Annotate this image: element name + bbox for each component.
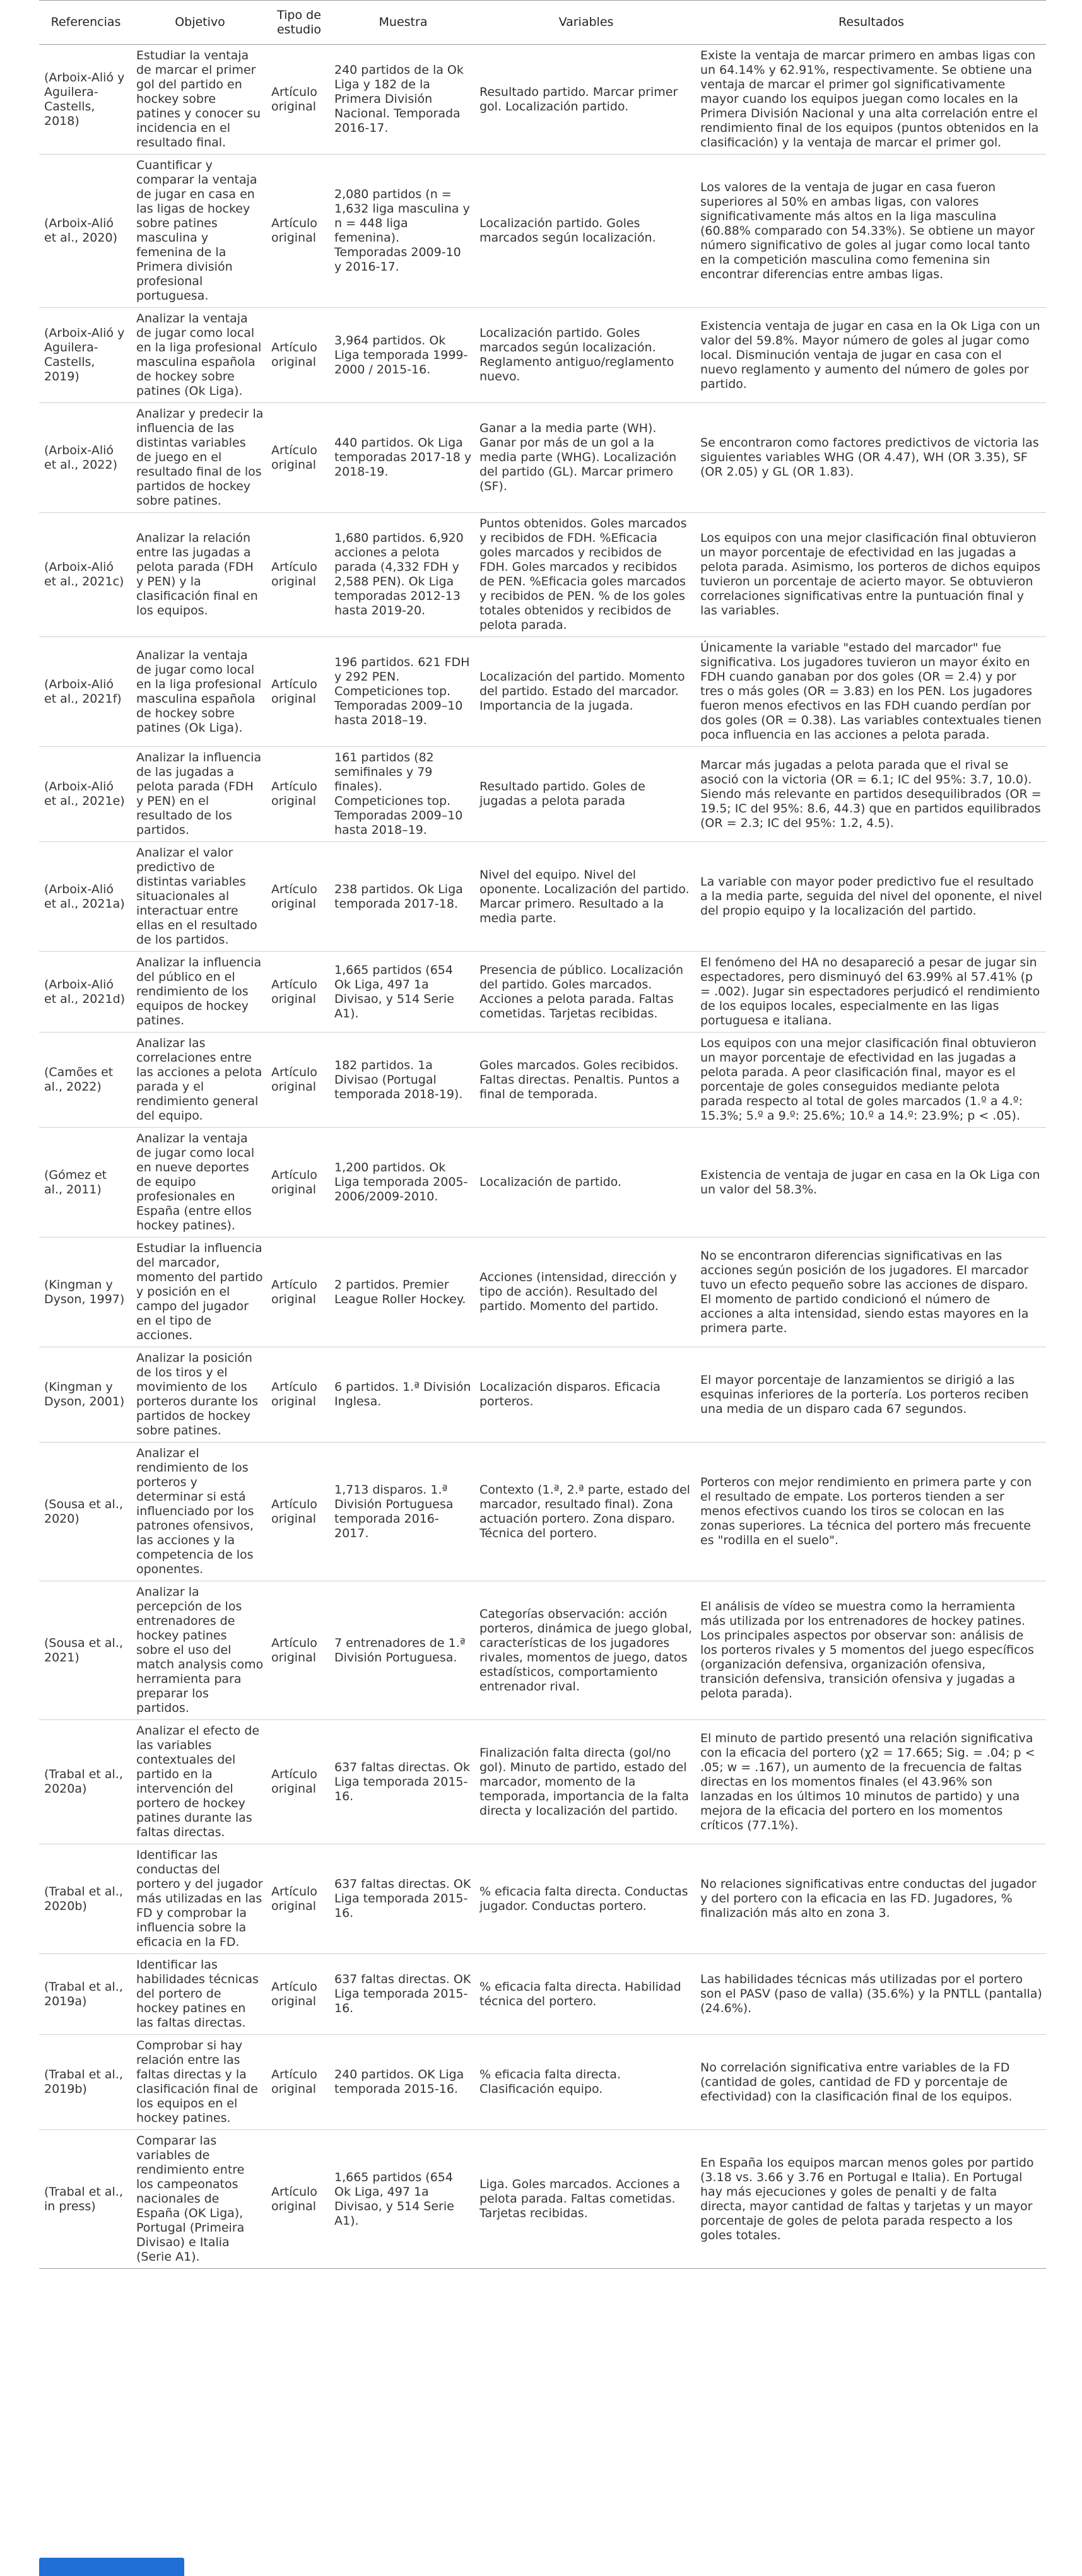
header-referencias: Referencias bbox=[39, 1, 132, 45]
cell-resultados: No se encontraron diferencias significativas en las acciones según posición de los jugadores. El marcador tuvo un efecto pequeño sobre las acciones de disparo. El momento de partido condicionó el número de acciones a alta intensidad, siendo estas mayores en la primera parte. bbox=[697, 1238, 1046, 1347]
cell-ref: (Trabal et al., 2019b) bbox=[39, 2035, 132, 2130]
table-row bbox=[39, 1238, 1046, 1347]
table-body bbox=[39, 45, 1046, 2269]
cell-ref: (Trabal et al., in press) bbox=[39, 2130, 132, 2269]
cell-tipo: Artículo original bbox=[268, 952, 331, 1033]
cell-variables: Puntos obtenidos. Goles marcados y recibidos de FDH. %Eficacia goles marcados y recibidos de FDH. Goles marcados y recibidos de PEN. %Eficacia goles marcados y recibidos de PEN. % de los goles totales obtenidos y recibidos de pelota parada. bbox=[476, 513, 697, 637]
table-row bbox=[39, 1347, 1046, 1443]
cell-ref: (Arboix-Alió et al., 2021f) bbox=[39, 637, 132, 747]
table-row bbox=[39, 45, 1046, 155]
cell-muestra: 161 partidos (82 semifinales y 79 finales). Competiciones top. Temporadas 2009–10 hasta 2018–19. bbox=[331, 747, 476, 842]
table-header bbox=[39, 1, 1046, 45]
table-row bbox=[39, 2035, 1046, 2130]
table-row bbox=[39, 1128, 1046, 1238]
studies-table bbox=[39, 0, 1046, 2269]
cell-objetivo: Identificar las conductas del portero y del jugador más utilizadas en las FD y comprobar la influencia sobre la eficacia en la FD. bbox=[132, 1844, 268, 1954]
cell-tipo: Artículo original bbox=[268, 45, 331, 155]
header-tipo-estudio: Tipo de estudio bbox=[268, 1, 331, 45]
cell-resultados: Existe la ventaja de marcar primero en ambas ligas con un 64.14% y 62.91%, respectivamente. Se obtiene una ventaja de marcar el primer gol significativamente mayor cuando los equipos juegan como locales en la Primera División Nacional y una alta correlación entre el rendimiento final de los equipos (puntos obtenidos en la clasificación) y la ventaja de marcar el primer gol. bbox=[697, 45, 1046, 155]
cell-objetivo: Comparar las variables de rendimiento entre los campeonatos nacionales de España (OK Liga), Portugal (Primeira Divisao) e Italia (Serie A1). bbox=[132, 2130, 268, 2269]
cell-ref: (Trabal et al., 2019a) bbox=[39, 1954, 132, 2035]
cell-muestra: 1,200 partidos. Ok Liga temporada 2005-2006/2009-2010. bbox=[331, 1128, 476, 1238]
table-row bbox=[39, 513, 1046, 637]
table-row bbox=[39, 747, 1046, 842]
cell-tipo: Artículo original bbox=[268, 403, 331, 513]
cell-objetivo: Estudiar la ventaja de marcar el primer gol del partido en hockey sobre patines y conocer su incidencia en el resultado final. bbox=[132, 45, 268, 155]
table-row bbox=[39, 1581, 1046, 1720]
cell-tipo: Artículo original bbox=[268, 1347, 331, 1443]
cell-objetivo: Analizar la ventaja de jugar como local en la liga profesional masculina española de hockey sobre patines (Ok Liga). bbox=[132, 308, 268, 403]
cell-muestra: 238 partidos. Ok Liga temporada 2017-18. bbox=[331, 842, 476, 952]
cell-resultados: Los valores de la ventaja de jugar en casa fueron superiores al 50% en ambas ligas, con valores significativamente más altos en la liga masculina (60.88% comparado con 54.33%). Se obtiene un mayor número significativo de goles al jugar como local tanto en la competición masculina como femenina sin encontrar diferencias entre ambas ligas. bbox=[697, 155, 1046, 308]
cell-ref: (Sousa et al., 2021) bbox=[39, 1581, 132, 1720]
cell-variables: Localización del partido. Momento del partido. Estado del marcador. Importancia de la jugada. bbox=[476, 637, 697, 747]
cell-tipo: Artículo original bbox=[268, 1238, 331, 1347]
cell-objetivo: Analizar la ventaja de jugar como local en nueve deportes de equipo profesionales en España (entre ellos hockey patines). bbox=[132, 1128, 268, 1238]
cell-tipo: Artículo original bbox=[268, 2130, 331, 2269]
cell-ref: (Kingman y Dyson, 1997) bbox=[39, 1238, 132, 1347]
cell-variables: % eficacia falta directa. Clasificación equipo. bbox=[476, 2035, 697, 2130]
cell-resultados: Existencia de ventaja de jugar en casa en la Ok Liga con un valor del 58.3%. bbox=[697, 1128, 1046, 1238]
cell-variables: Localización disparos. Eficacia porteros. bbox=[476, 1347, 697, 1443]
review-table-container bbox=[39, 0, 1046, 2269]
cell-variables: Localización partido. Goles marcados según localización. Reglamento antiguo/reglamento nuevo. bbox=[476, 308, 697, 403]
header-variables: Variables bbox=[476, 1, 697, 45]
cell-muestra: 2,080 partidos (n = 1,632 liga masculina y n = 448 liga femenina). Temporadas 2009-10 y 2016-17. bbox=[331, 155, 476, 308]
cell-muestra: 7 entrenadores de 1.ª División Portuguesa. bbox=[331, 1581, 476, 1720]
cell-objetivo: Analizar la posición de los tiros y el movimiento de los porteros durante los partidos de hockey sobre patines. bbox=[132, 1347, 268, 1443]
cell-tipo: Artículo original bbox=[268, 155, 331, 308]
cell-muestra: 196 partidos. 621 FDH y 292 PEN. Competiciones top. Temporadas 2009–10 hasta 2018–19. bbox=[331, 637, 476, 747]
cell-variables: Localización partido. Goles marcados según localización. bbox=[476, 155, 697, 308]
cell-variables: Goles marcados. Goles recibidos. Faltas directas. Penaltis. Puntos a final de temporada. bbox=[476, 1033, 697, 1128]
table-row bbox=[39, 952, 1046, 1033]
bottom-action-button[interactable] bbox=[39, 2558, 184, 2576]
cell-variables: Finalización falta directa (gol/no gol). Minuto de partido, estado del marcador, momento de la temporada, importancia de la falta directa y localización del partido. bbox=[476, 1720, 697, 1844]
table-row bbox=[39, 1954, 1046, 2035]
cell-resultados: La variable con mayor poder predictivo fue el resultado a la media parte, seguida del nivel del oponente, el nivel del propio equipo y la localización del partido. bbox=[697, 842, 1046, 952]
cell-resultados: Existencia ventaja de jugar en casa en la Ok Liga con un valor del 59.8%. Mayor número de goles al jugar como local. Disminución ventaja de jugar en casa con el nuevo reglamento y aumento del número de goles por partido. bbox=[697, 308, 1046, 403]
cell-ref: (Gómez et al., 2011) bbox=[39, 1128, 132, 1238]
cell-ref: (Arboix-Alió y Aguilera-Castells, 2018) bbox=[39, 45, 132, 155]
cell-muestra: 637 faltas directas. OK Liga temporada 2015-16. bbox=[331, 1844, 476, 1954]
cell-muestra: 1,713 disparos. 1.ª División Portuguesa temporada 2016-2017. bbox=[331, 1443, 476, 1581]
table-row bbox=[39, 842, 1046, 952]
cell-objetivo: Analizar la influencia del público en el rendimiento de los equipos de hockey patines. bbox=[132, 952, 268, 1033]
cell-muestra: 1,665 partidos (654 Ok Liga, 497 1a Divisao, y 514 Serie A1). bbox=[331, 952, 476, 1033]
cell-objetivo: Analizar las correlaciones entre las acciones a pelota parada y el rendimiento general del equipo. bbox=[132, 1033, 268, 1128]
cell-tipo: Artículo original bbox=[268, 1581, 331, 1720]
cell-tipo: Artículo original bbox=[268, 842, 331, 952]
cell-ref: (Arboix-Alió et al., 2021a) bbox=[39, 842, 132, 952]
cell-resultados: Las habilidades técnicas más utilizadas por el portero son el PASV (paso de valla) (35.6%) y la PNTLL (pantalla) (24.6%). bbox=[697, 1954, 1046, 2035]
cell-objetivo: Analizar y predecir la influencia de las distintas variables de juego en el resultado final de los partidos de hockey sobre patines. bbox=[132, 403, 268, 513]
cell-objetivo: Analizar la relación entre las jugadas a pelota parada (FDH y PEN) y la clasificación final en los equipos. bbox=[132, 513, 268, 637]
cell-objetivo: Analizar el rendimiento de los porteros y determinar si está influenciado por los patrones ofensivos, las acciones y la competencia de los oponentes. bbox=[132, 1443, 268, 1581]
cell-resultados: Marcar más jugadas a pelota parada que el rival se asoció con la victoria (OR = 6.1; IC del 95%: 3.7, 10.0). Siendo más relevante en partidos desequilibrados (OR = 19.5; IC del 95%: 8.6, 44.3) que en partidos equilibrados (OR = 2.3; IC del 95%: 1.2, 4.5). bbox=[697, 747, 1046, 842]
cell-ref: (Arboix-Alió et al., 2021d) bbox=[39, 952, 132, 1033]
cell-objetivo: Cuantificar y comparar la ventaja de jugar en casa en las ligas de hockey sobre patines masculina y femenina de la Primera división profesional portuguesa. bbox=[132, 155, 268, 308]
cell-resultados: El mayor porcentaje de lanzamientos se dirigió a las esquinas inferiores de la portería. Los porteros reciben una media de un disparo cada 67 segundos. bbox=[697, 1347, 1046, 1443]
cell-muestra: 1,680 partidos. 6,920 acciones a pelota parada (4,332 FDH y 2,588 PEN). Ok Liga temporadas 2012-13 hasta 2019-20. bbox=[331, 513, 476, 637]
cell-tipo: Artículo original bbox=[268, 747, 331, 842]
cell-resultados: El minuto de partido presentó una relación significativa con la eficacia del portero (χ2 = 17.665; Sig. = .04; p < .05; w = .167), un aumento de la frecuencia de faltas directas en los momentos finales (el 43.96% son lanzadas en los últimos 10 minutos de partido) y una mejora de la eficacia del portero en los momentos críticos (77.1%). bbox=[697, 1720, 1046, 1844]
table-row bbox=[39, 308, 1046, 403]
cell-resultados: Porteros con mejor rendimiento en primera parte y con el resultado de empate. Los porteros tienden a ser menos efectivos cuando los tiros se colocan en las zonas superiores. La técnica del portero más frecuente es "rodilla en el suelo". bbox=[697, 1443, 1046, 1581]
cell-objetivo: Estudiar la influencia del marcador, momento del partido y posición en el campo del jugador en el tipo de acciones. bbox=[132, 1238, 268, 1347]
cell-tipo: Artículo original bbox=[268, 1844, 331, 1954]
cell-muestra: 182 partidos. 1a Divisao (Portugal temporada 2018-19). bbox=[331, 1033, 476, 1128]
cell-objetivo: Analizar el efecto de las variables contextuales del partido en la intervención del portero de hockey patines durante las faltas directas. bbox=[132, 1720, 268, 1844]
cell-objetivo: Analizar la ventaja de jugar como local en la liga profesional masculina española de hockey sobre patines (Ok Liga). bbox=[132, 637, 268, 747]
cell-ref: (Trabal et al., 2020b) bbox=[39, 1844, 132, 1954]
cell-variables: Localización de partido. bbox=[476, 1128, 697, 1238]
cell-resultados: Se encontraron como factores predictivos de victoria las siguientes variables WHG (OR 4.47), WH (OR 3.35), SF (OR 2.05) y GL (OR 1.83). bbox=[697, 403, 1046, 513]
cell-variables: % eficacia falta directa. Conductas jugador. Conductas portero. bbox=[476, 1844, 697, 1954]
cell-objetivo: Analizar la percepción de los entrenadores de hockey patines sobre el uso del match analysis como herramienta para preparar los partidos. bbox=[132, 1581, 268, 1720]
cell-muestra: 240 partidos. OK Liga temporada 2015-16. bbox=[331, 2035, 476, 2130]
cell-ref: (Arboix-Alió et al., 2021c) bbox=[39, 513, 132, 637]
cell-variables: Nivel del equipo. Nivel del oponente. Localización del partido. Marcar primero. Resultado a la media parte. bbox=[476, 842, 697, 952]
cell-muestra: 6 partidos. 1.ª División Inglesa. bbox=[331, 1347, 476, 1443]
cell-muestra: 637 faltas directas. OK Liga temporada 2015-16. bbox=[331, 1954, 476, 2035]
cell-ref: (Arboix-Alió et al., 2020) bbox=[39, 155, 132, 308]
header-resultados: Resultados bbox=[697, 1, 1046, 45]
table-row bbox=[39, 155, 1046, 308]
cell-muestra: 2 partidos. Premier League Roller Hockey. bbox=[331, 1238, 476, 1347]
cell-ref: (Arboix-Alió et al., 2021e) bbox=[39, 747, 132, 842]
cell-objetivo: Comprobar si hay relación entre las faltas directas y la clasificación final de los equipos en el hockey patines. bbox=[132, 2035, 268, 2130]
cell-muestra: 440 partidos. Ok Liga temporadas 2017-18 y 2018-19. bbox=[331, 403, 476, 513]
cell-resultados: El análisis de vídeo se muestra como la herramienta más utilizada por los entrenadores de hockey patines. Los principales aspectos por observar son: análisis de los porteros rivales y 5 momentos del juego específicos (organización defensiva, organización ofensiva, transición defensiva, transición ofensiva y jugadas a pelota parada). bbox=[697, 1581, 1046, 1720]
cell-variables: Resultado partido. Goles de jugadas a pelota parada bbox=[476, 747, 697, 842]
cell-variables: % eficacia falta directa. Habilidad técnica del portero. bbox=[476, 1954, 697, 2035]
cell-tipo: Artículo original bbox=[268, 1720, 331, 1844]
cell-muestra: 637 faltas directas. Ok Liga temporada 2015-16. bbox=[331, 1720, 476, 1844]
cell-ref: (Kingman y Dyson, 2001) bbox=[39, 1347, 132, 1443]
cell-ref: (Camões et al., 2022) bbox=[39, 1033, 132, 1128]
cell-ref: (Arboix-Alió y Aguilera-Castells, 2019) bbox=[39, 308, 132, 403]
cell-tipo: Artículo original bbox=[268, 2035, 331, 2130]
cell-variables: Acciones (intensidad, dirección y tipo de acción). Resultado del partido. Momento del partido. bbox=[476, 1238, 697, 1347]
header-objetivo: Objetivo bbox=[132, 1, 268, 45]
cell-variables: Ganar a la media parte (WH). Ganar por más de un gol a la media parte (WHG). Localización del partido (GL). Marcar primero (SF). bbox=[476, 403, 697, 513]
cell-ref: (Arboix-Alió et al., 2022) bbox=[39, 403, 132, 513]
header-muestra: Muestra bbox=[331, 1, 476, 45]
cell-muestra: 1,665 partidos (654 Ok Liga, 497 1a Divisao, y 514 Serie A1). bbox=[331, 2130, 476, 2269]
cell-objetivo: Identificar las habilidades técnicas del portero de hockey patines en las faltas directas. bbox=[132, 1954, 268, 2035]
table-row bbox=[39, 637, 1046, 747]
cell-variables: Presencia de público. Localización del partido. Goles marcados. Acciones a pelota parada. Faltas cometidas. Tarjetas recibidas. bbox=[476, 952, 697, 1033]
table-row bbox=[39, 1443, 1046, 1581]
cell-tipo: Artículo original bbox=[268, 1033, 331, 1128]
cell-resultados: No correlación significativa entre variables de la FD (cantidad de goles, cantidad de FD y porcentaje de efectividad) con la clasificación final de los equipos. bbox=[697, 2035, 1046, 2130]
cell-tipo: Artículo original bbox=[268, 1954, 331, 2035]
cell-tipo: Artículo original bbox=[268, 637, 331, 747]
cell-muestra: 3,964 partidos. Ok Liga temporada 1999-2000 / 2015-16. bbox=[331, 308, 476, 403]
cell-objetivo: Analizar el valor predictivo de distintas variables situacionales al interactuar entre ellas en el resultado de los partidos. bbox=[132, 842, 268, 952]
cell-resultados: No relaciones significativas entre conductas del jugador y del portero con la eficacia en las FD. Jugadores, % finalización más alto en zona 3. bbox=[697, 1844, 1046, 1954]
cell-muestra: 240 partidos de la Ok Liga y 182 de la Primera División Nacional. Temporada 2016-17. bbox=[331, 45, 476, 155]
cell-resultados: El fenómeno del HA no desapareció a pesar de jugar sin espectadores, pero disminuyó del 63.99% al 57.41% (p = .002). Jugar sin espectadores perjudicó el rendimiento de los equipos locales, especialmente en las ligas portuguesa e italiana. bbox=[697, 952, 1046, 1033]
cell-variables: Contexto (1.ª, 2.ª parte, estado del marcador, resultado final). Zona actuación portero. Zona disparo. Técnica del portero. bbox=[476, 1443, 697, 1581]
cell-tipo: Artículo original bbox=[268, 308, 331, 403]
table-row bbox=[39, 1033, 1046, 1128]
cell-variables: Resultado partido. Marcar primer gol. Localización partido. bbox=[476, 45, 697, 155]
cell-resultados: En España los equipos marcan menos goles por partido (3.18 vs. 3.66 y 3.76 en Portugal e Italia). En Portugal hay más ejecuciones y goles de penalti y de falta directa, mayor cantidad de faltas y tarjetas y un mayor porcentaje de goles de pelota parada respecto a los goles totales. bbox=[697, 2130, 1046, 2269]
cell-resultados: Únicamente la variable "estado del marcador" fue significativa. Los jugadores tuvieron un mayor éxito en FDH cuando ganaban por dos goles (OR = 2.4) y por tres o más goles (OR = 3.83) en los PEN. Los jugadores fueron menos efectivos en las FDH cuando perdían por dos goles (OR = 0.38). Las variables contextuales tienen poca influencia en las acciones a pelota parada. bbox=[697, 637, 1046, 747]
table-row bbox=[39, 2130, 1046, 2269]
cell-tipo: Artículo original bbox=[268, 513, 331, 637]
table-row bbox=[39, 403, 1046, 513]
cell-ref: (Trabal et al., 2020a) bbox=[39, 1720, 132, 1844]
cell-resultados: Los equipos con una mejor clasificación final obtuvieron un mayor porcentaje de efectividad en las jugadas a pelota parada. Asimismo, los porteros de dichos equipos tuvieron un porcentaje de acierto mayor. Se obtuvieron correlaciones significativas entre la puntuación final y las variables. bbox=[697, 513, 1046, 637]
cell-variables: Liga. Goles marcados. Acciones a pelota parada. Faltas cometidas. Tarjetas recibidas. bbox=[476, 2130, 697, 2269]
cell-tipo: Artículo original bbox=[268, 1443, 331, 1581]
cell-variables: Categorías observación: acción porteros, dinámica de juego global, características de los jugadores rivales, momentos de juego, datos estadísticos, comportamiento entrenador rival. bbox=[476, 1581, 697, 1720]
table-row bbox=[39, 1844, 1046, 1954]
cell-objetivo: Analizar la influencia de las jugadas a pelota parada (FDH y PEN) en el resultado de los partidos. bbox=[132, 747, 268, 842]
cell-resultados: Los equipos con una mejor clasificación final obtuvieron un mayor porcentaje de efectividad en las jugadas a pelota parada. A peor clasificación final, mayor es el porcentaje de goles conseguidos mediante pelota parada respecto al total de goles marcados (1.º a 4.º: 15.3%; 5.º a 9.º: 25.6%; 10.º a 14.º: 23.9%; p < .05). bbox=[697, 1033, 1046, 1128]
cell-ref: (Sousa et al., 2020) bbox=[39, 1443, 132, 1581]
table-row bbox=[39, 1720, 1046, 1844]
cell-tipo: Artículo original bbox=[268, 1128, 331, 1238]
